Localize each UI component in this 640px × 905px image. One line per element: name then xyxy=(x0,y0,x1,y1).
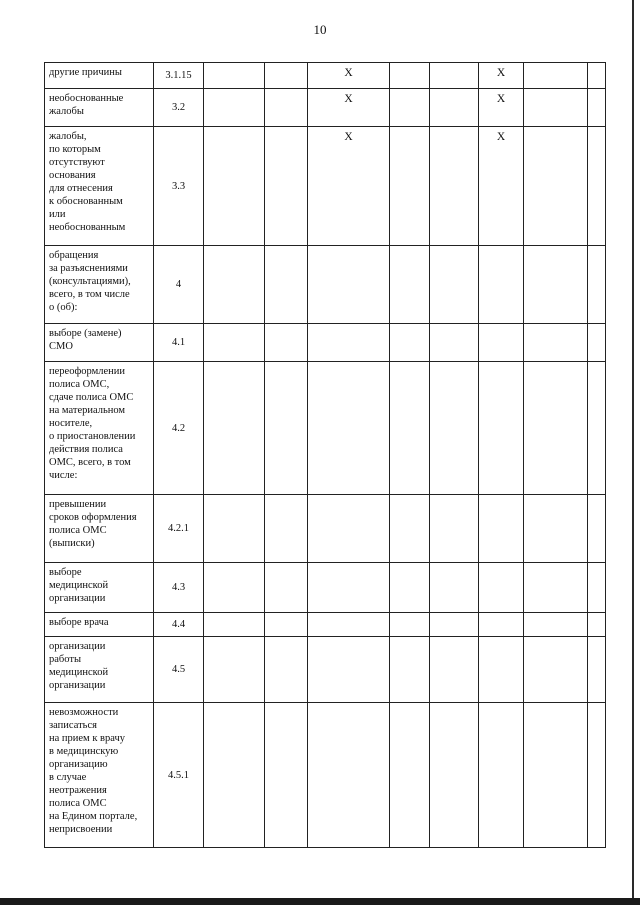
value-cell xyxy=(588,246,606,324)
table-row xyxy=(45,63,606,89)
value-cell xyxy=(390,324,430,362)
value-cell xyxy=(430,563,479,613)
value-cell xyxy=(308,495,390,563)
row-name-cell: превышении сроков оформления полиса ОМС (выписки) xyxy=(45,495,154,563)
row-name-cell: организации работы медицинской организации xyxy=(45,637,154,703)
value-cell xyxy=(524,63,588,89)
table-row xyxy=(45,246,606,324)
value-cell xyxy=(308,637,390,703)
row-name-cell: переоформлении полиса ОМС, сдаче полиса ОМС на материальном носителе, о приостановлении действия полиса ОМС, всего, в том числе: xyxy=(45,362,154,495)
value-cell xyxy=(479,324,524,362)
table-row xyxy=(45,89,606,127)
value-cell xyxy=(479,246,524,324)
value-cell xyxy=(588,703,606,848)
value-cell xyxy=(204,703,265,848)
table-row xyxy=(45,563,606,613)
value-cell xyxy=(588,495,606,563)
row-name-cell: выборе (замене) СМО xyxy=(45,324,154,362)
value-cell xyxy=(524,246,588,324)
row-name-cell: выборе врача xyxy=(45,613,154,637)
value-cell xyxy=(204,89,265,127)
value-cell xyxy=(430,324,479,362)
row-name-cell: другие причины xyxy=(45,63,154,89)
value-cell xyxy=(524,324,588,362)
page-number: 10 xyxy=(313,22,327,37)
value-cell xyxy=(308,324,390,362)
row-code-cell: 3.1.15 xyxy=(154,63,204,89)
value-cell xyxy=(479,362,524,495)
value-cell xyxy=(430,89,479,127)
value-cell xyxy=(265,127,308,246)
value-cell xyxy=(430,246,479,324)
value-cell xyxy=(390,563,430,613)
value-cell xyxy=(265,703,308,848)
value-cell xyxy=(204,563,265,613)
scan-border-right xyxy=(632,0,634,905)
row-code-cell: 4.2 xyxy=(154,362,204,495)
row-name-cell: жалобы, по которым отсутствуют основания для отнесения к обоснованным или необоснованным xyxy=(45,127,154,246)
value-cell xyxy=(390,637,430,703)
value-cell xyxy=(588,89,606,127)
value-cell xyxy=(524,495,588,563)
scan-border-bottom xyxy=(0,898,640,905)
row-name-cell: необоснованные жалобы xyxy=(45,89,154,127)
value-cell xyxy=(430,127,479,246)
value-cell xyxy=(308,362,390,495)
value-cell xyxy=(430,703,479,848)
table-row xyxy=(45,637,606,703)
value-cell xyxy=(430,362,479,495)
value-cell: X xyxy=(308,63,390,89)
value-cell xyxy=(390,89,430,127)
value-cell xyxy=(430,63,479,89)
row-code-cell: 3.3 xyxy=(154,127,204,246)
value-cell xyxy=(265,613,308,637)
value-cell xyxy=(204,63,265,89)
value-cell xyxy=(308,246,390,324)
row-code-cell: 4.2.1 xyxy=(154,495,204,563)
value-cell xyxy=(588,637,606,703)
row-name-cell: невозможности записаться на прием к врачу в медицинскую организацию в случае неотражения полиса ОМС на Едином портале, неприсвоении xyxy=(45,703,154,848)
value-cell xyxy=(390,127,430,246)
value-cell xyxy=(430,495,479,563)
report-table xyxy=(44,62,606,848)
value-cell xyxy=(265,495,308,563)
value-cell xyxy=(588,613,606,637)
value-cell xyxy=(204,324,265,362)
value-cell xyxy=(390,63,430,89)
value-cell: X xyxy=(308,89,390,127)
row-code-cell: 4.5.1 xyxy=(154,703,204,848)
value-cell: X xyxy=(479,89,524,127)
row-code-cell: 4.5 xyxy=(154,637,204,703)
value-cell xyxy=(265,362,308,495)
value-cell xyxy=(524,703,588,848)
value-cell xyxy=(390,495,430,563)
table-row xyxy=(45,127,606,246)
value-cell xyxy=(308,563,390,613)
value-cell xyxy=(204,362,265,495)
value-cell xyxy=(308,703,390,848)
value-cell xyxy=(430,613,479,637)
row-name-cell: выборе медицинской организации xyxy=(45,563,154,613)
value-cell xyxy=(308,613,390,637)
value-cell xyxy=(524,89,588,127)
value-cell xyxy=(524,637,588,703)
value-cell xyxy=(265,246,308,324)
value-cell: X xyxy=(479,63,524,89)
value-cell xyxy=(265,324,308,362)
value-cell xyxy=(265,89,308,127)
row-code-cell: 4.3 xyxy=(154,563,204,613)
value-cell xyxy=(588,563,606,613)
table-row xyxy=(45,362,606,495)
value-cell xyxy=(390,362,430,495)
table-row xyxy=(45,703,606,848)
value-cell xyxy=(265,63,308,89)
value-cell xyxy=(265,637,308,703)
value-cell xyxy=(524,362,588,495)
value-cell xyxy=(479,495,524,563)
value-cell xyxy=(524,613,588,637)
table-row xyxy=(45,495,606,563)
value-cell xyxy=(479,563,524,613)
value-cell xyxy=(204,637,265,703)
value-cell xyxy=(390,246,430,324)
value-cell xyxy=(265,563,308,613)
table-row xyxy=(45,613,606,637)
value-cell xyxy=(588,63,606,89)
row-code-cell: 4.1 xyxy=(154,324,204,362)
value-cell xyxy=(524,563,588,613)
value-cell xyxy=(479,637,524,703)
value-cell xyxy=(479,613,524,637)
value-cell xyxy=(479,703,524,848)
value-cell: X xyxy=(308,127,390,246)
value-cell xyxy=(204,495,265,563)
row-code-cell: 3.2 xyxy=(154,89,204,127)
value-cell xyxy=(588,324,606,362)
value-cell xyxy=(524,127,588,246)
value-cell xyxy=(390,613,430,637)
value-cell: X xyxy=(479,127,524,246)
value-cell xyxy=(430,637,479,703)
value-cell xyxy=(204,246,265,324)
value-cell xyxy=(588,127,606,246)
row-code-cell: 4.4 xyxy=(154,613,204,637)
value-cell xyxy=(588,362,606,495)
value-cell xyxy=(204,613,265,637)
table-row xyxy=(45,324,606,362)
row-name-cell: обращения за разъяснениями (консультациями), всего, в том числе о (об): xyxy=(45,246,154,324)
value-cell xyxy=(390,703,430,848)
row-code-cell: 4 xyxy=(154,246,204,324)
value-cell xyxy=(204,127,265,246)
